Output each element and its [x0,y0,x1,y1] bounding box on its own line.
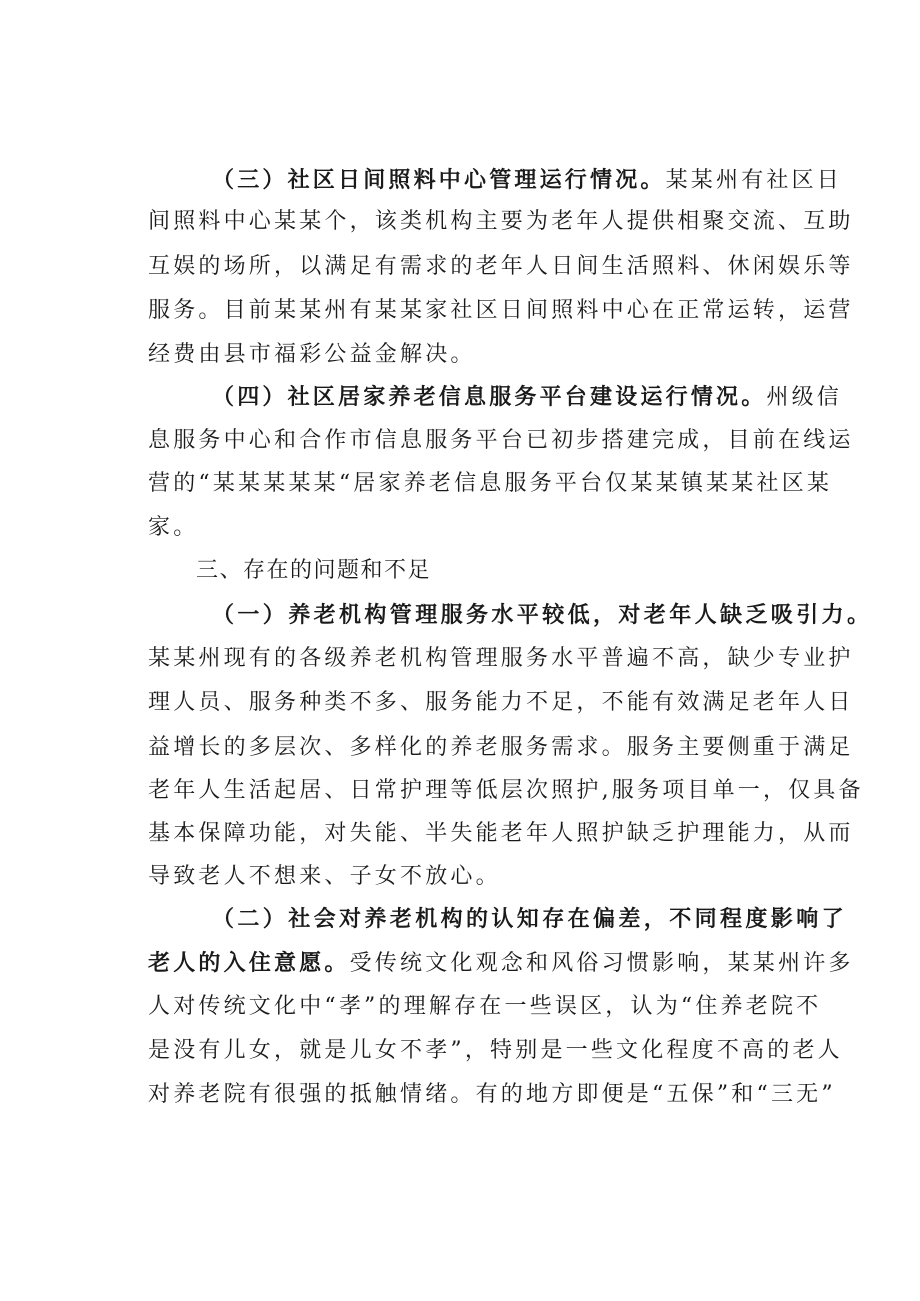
paragraph-line [148,513,198,543]
paragraph-line [148,733,854,763]
body-text: 受传统文化观念和风俗习惯影响，某某州许多 [349,951,854,976]
body-text: 老年人生活起居、日常护理等低层次照护,服务项目单一，仅具备 [148,778,864,803]
body-text: 某某州现有的各级养老机构管理服务水平普遍不高，缺少专业护 [148,646,854,671]
body-text: 某某州有社区日 [665,168,843,193]
body-text: 对养老院有很强的抵触情绪。有的地方即便是“五保”和“三无” [148,1082,836,1107]
body-text: 人对传统文化中“孝”的理解存在一些误区，认为“住养老院不 [148,994,822,1019]
section-heading: （二）社会对养老机构的认知存在偏差，不同程度影响了 [212,906,848,932]
paragraph-line [148,340,476,370]
paragraph-line [148,426,854,456]
section-heading: （四）社区居家养老信息服务平台建设运行情况。 [212,384,767,410]
chapter-heading-text: 三、存在的问题和不足 [196,558,432,583]
paragraph-line [148,819,854,849]
body-text: 营的“某某某某某“居家养老信息服务平台仅某某镇某某社区某 [148,471,833,496]
body-text: 服务。目前某某州有某某家社区日间照料中心在正常运转，运营 [148,298,854,323]
paragraph-line [212,600,872,631]
paragraph-line [148,948,854,979]
section-heading: （三）社区日间照料中心管理运行情况。 [212,167,666,193]
paragraph-line [148,207,854,237]
body-text: 息服务中心和合作市信息服务平台已初步搭建完成，目前在线运 [148,428,854,453]
paragraph-line [148,1036,843,1066]
body-text: 基本保障功能，对失能、半失能老年人照护缺乏护理能力，从而 [148,821,854,846]
body-text: 导致老人不想来、子女不放心。 [148,864,501,889]
paragraph-line [212,382,842,413]
paragraph-line [212,904,847,935]
body-text: 益增长的多层次、多样化的养老服务需求。服务主要侧重于满足 [148,735,854,760]
chapter-heading [196,556,431,586]
body-text: 是没有儿女，就是儿女不孝”，特别是一些文化程度不高的老人 [148,1038,843,1063]
paragraph-line [148,862,501,892]
body-text: 理人员、服务种类不多、服务能力不足，不能有效满足老年人日 [148,690,854,715]
paragraph-line [148,644,854,674]
paragraph-line [148,296,854,326]
paragraph-line [212,165,842,196]
paragraph-line [148,776,864,806]
paragraph-line [148,992,821,1022]
body-text: 经费由县市福彩公益金解决。 [148,342,476,367]
body-text: 家。 [148,515,199,540]
section-heading: 老人的入住意愿。 [148,950,350,976]
body-text: 州级信 [766,385,843,410]
paragraph-line [148,688,854,718]
paragraph-line [148,1080,836,1110]
paragraph-line [148,469,832,499]
body-text: 间照料中心某某个，该类机构主要为老年人提供相聚交流、互助 [148,209,854,234]
body-text: 互娱的场所，以满足有需求的老年人日间生活照料、休闲娱乐等 [148,254,854,279]
section-heading: （一）养老机构管理服务水平较低，对老年人缺乏吸引力。 [212,602,873,628]
paragraph-line [148,252,854,282]
